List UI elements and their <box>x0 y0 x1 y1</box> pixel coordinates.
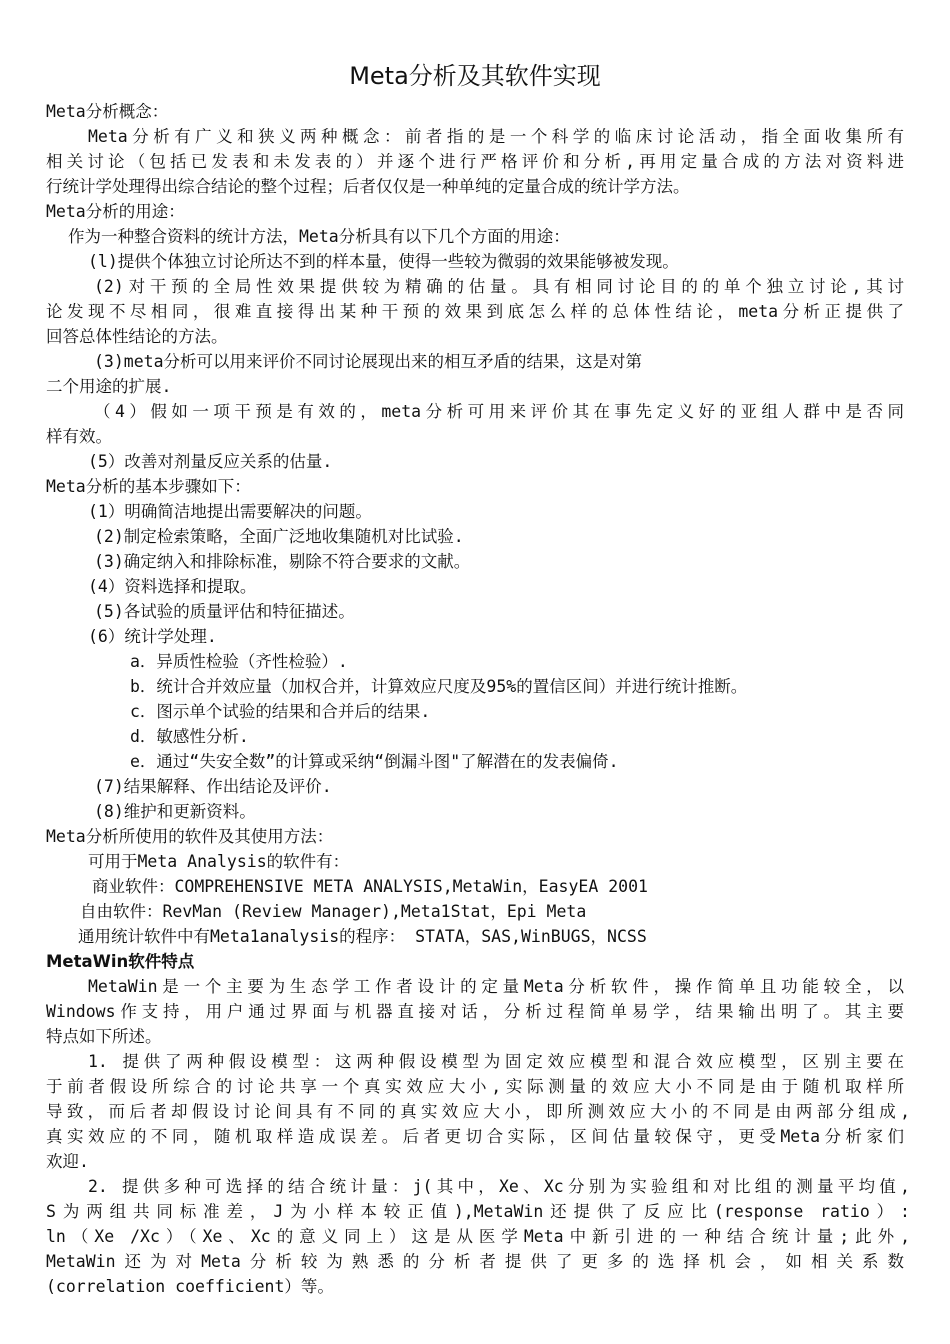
paragraph-line: 回答总体性结论的方法。 <box>46 327 228 346</box>
paragraph-line: 二个用途的扩展. <box>46 377 172 396</box>
paragraph-line: 2. 提供多种可选择的结合统计量：j(其中，Xe、Xc分别为实验组和对比组的测量平均值, <box>88 1177 910 1196</box>
paragraph-line: MetaWin还为对Meta分析较为熟悉的分析者提供了更多的选择机会，如相关系数 <box>46 1252 904 1271</box>
paragraph-line: 1. 提供了两种假设模型：这两种假设模型为固定效应模型和混合效应模型，区别主要在 <box>88 1052 904 1071</box>
paragraph-line: 欢迎. <box>46 1152 89 1171</box>
list-item: (l)提供个体独立讨论所达不到的样本量，使得一些较为微弱的效果能够被发现。 <box>88 252 679 271</box>
software-list-line: 通用统计软件中有Meta1analysis的程序： STATA，SAS,WinBUGS，NCSS <box>78 927 647 946</box>
heading-meta-steps: Meta分析的基本步骤如下： <box>46 477 251 496</box>
sub-list-item: c．图示单个试验的结果和合并后的结果. <box>130 702 431 721</box>
paragraph-line: 相关讨论（包括已发表和未发表的）并逐个进行严格评价和分析,再用定量合成的方法对资料进 <box>46 152 904 171</box>
sub-list-item: d．敏感性分析. <box>130 727 249 746</box>
paragraph-line: S为两组共同标准差，J为小样本较正值),MetaWin还提供了反应比(response ratio）: <box>46 1202 910 1221</box>
list-item: (6）统计学处理. <box>88 627 217 646</box>
paragraph-line: 作为一种整合资料的统计方法，Meta分析具有以下几个方面的用途： <box>68 227 570 246</box>
paragraph-line: 导致，而后者却假设讨论间具有不同的真实效应大小，即所测效应大小的不同是由两部分组成, <box>46 1102 910 1121</box>
paragraph-line: MetaWin是一个主要为生态学工作者设计的定量Meta分析软件，操作简单且功能较全，以 <box>88 977 904 996</box>
paragraph-line: 样有效。 <box>46 427 112 446</box>
page-title: Meta分析及其软件实现 <box>349 62 601 90</box>
list-item: (5)各试验的质量评估和特征描述。 <box>94 602 355 621</box>
paragraph-line: 行统计学处理得出综合结论的整个过程；后者仅仅是一种单纯的定量合成的统计学方法。 <box>46 177 690 196</box>
heading-meta-uses: Meta分析的用途： <box>46 202 185 221</box>
heading-metawin-features: MetaWin软件特点 <box>46 952 195 971</box>
paragraph-line: (correlation coefficient）等。 <box>46 1277 334 1296</box>
paragraph-line: 真实效应的不同，随机取样造成误差。后者更切合实际，区间估量较保守，更受Meta分析家们 <box>46 1127 904 1146</box>
software-list-line: 商业软件：COMPREHENSIVE META ANALYSIS,MetaWin，EasyEA 2001 <box>92 877 648 896</box>
paragraph-line: 论发现不尽相同，很难直接得出某种干预的效果到底怎么样的总体性结论，meta分析正提供了 <box>46 302 904 321</box>
software-list-line: 自由软件：RevMan (Review Manager),Meta1Stat，Epi Meta <box>80 902 587 921</box>
list-item: (2)制定检索策略，全面广泛地收集随机对比试验. <box>94 527 464 546</box>
list-item: (4）资料选择和提取。 <box>88 577 257 596</box>
list-item: (2)对干预的全局性效果提供较为精确的估量。具有相同讨论目的的单个独立讨论,其讨 <box>94 277 904 296</box>
list-item: (3)meta分析可以用来评价不同讨论展现出来的相互矛盾的结果，这是对第 <box>94 352 643 371</box>
paragraph-line: ln（Xe /Xc）（Xe、Xc的意义同上）这是从医学Meta中新引进的一种结合统计量;此外, <box>46 1227 910 1246</box>
paragraph-line: 可用于Meta Analysis的软件有： <box>88 852 350 871</box>
heading-meta-software: Meta分析所使用的软件及其使用方法： <box>46 827 334 846</box>
list-item: （4）假如一项干预是有效的，meta分析可用来评价其在事先定义好的亚组人群中是否同 <box>94 402 904 421</box>
list-item: (1）明确简洁地提出需要解决的问题。 <box>88 502 372 521</box>
heading-meta-concept: Meta分析概念： <box>46 102 169 121</box>
list-item: (8)维护和更新资料。 <box>94 802 256 821</box>
list-item: (3)确定纳入和排除标准，剔除不符合要求的文献。 <box>94 552 471 571</box>
paragraph-line: Meta分析有广义和狭义两种概念：前者指的是一个科学的临床讨论活动，指全面收集所有 <box>88 127 904 146</box>
list-item: (5）改善对剂量反应关系的估量. <box>88 452 333 471</box>
sub-list-item: b．统计合并效应量（加权合并，计算效应尺度及95%的置信区间）并进行统计推断。 <box>130 677 748 696</box>
paragraph-line: Windows作支持，用户通过界面与机器直接对话，分析过程简单易学，结果输出明了。其主要 <box>46 1002 904 1021</box>
sub-list-item: a．异质性检验（齐性检验）. <box>130 652 348 671</box>
paragraph-line: 于前者假设所综合的讨论共享一个真实效应大小,实际测量的效应大小不同是由于随机取样所 <box>46 1077 904 1096</box>
paragraph-line: 特点如下所述。 <box>46 1027 162 1046</box>
list-item: (7)结果解释、作出结论及评价. <box>94 777 332 796</box>
sub-list-item: e．通过“失安全数”的计算或采纳“倒漏斗图"了解潜在的发表偏倚. <box>130 752 619 771</box>
